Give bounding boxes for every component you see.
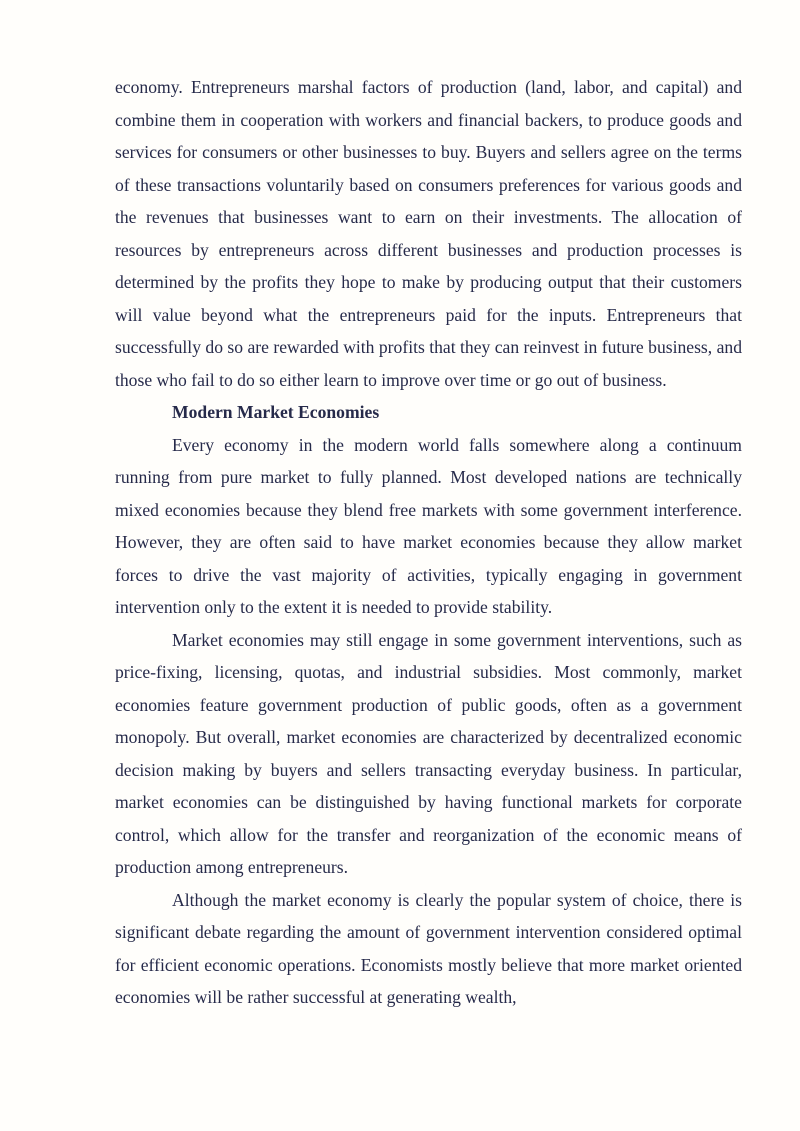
paragraph: Market economies may still engage in some government interventions, such as price-fixing, licensing, quotas, and industrial subsidies. Most commonly, market economies feature government production of public goods, often as a government monopoly. But overall, market economies are characterized by decentralized economic decision making by buyers and sellers transacting everyday business. In particular, market economies can be distinguished by having functional markets for corporate control, which allow for the transfer and reorganization of the economic means of production among entrepreneurs. bbox=[115, 629, 742, 877]
paragraph: Although the market economy is clearly the popular system of choice, there is significant debate regarding the amount of government intervention considered optimal for efficient economic operations. Economists mostly believe that more market oriented economies will be rather successful at generating wealth, bbox=[115, 889, 742, 1007]
section-heading: Modern Market Economies bbox=[172, 402, 380, 422]
paragraph: Every economy in the modern world falls somewhere along a continuum running from pure market to fully planned. Most developed nations are technically mixed economies because they blend free markets with some government interference. However, they are often said to have market economies because they allow market forces to drive the vast majority of activities, typically engaging in government intervention only to the extent it is needed to provide stability. bbox=[115, 434, 742, 617]
paragraph-continued: economy. Entrepreneurs marshal factors of production (land, labor, and capital) and combine them in cooperation with workers and financial backers, to produce goods and services for consumers or other businesses to buy. Buyers and sellers agree on the terms of these transactions voluntarily based on consumers preferences for various goods and the revenues that businesses want to earn on their investments. The allocation of resources by entrepreneurs across different businesses and production processes is determined by the profits they hope to make by producing output that their customers will value beyond what the entrepreneurs paid for the inputs. Entrepreneurs that successfully do so are rewarded with profits that they can reinvest in future business, and those who fail to do so either learn to improve over time or go out of business. bbox=[115, 77, 742, 390]
